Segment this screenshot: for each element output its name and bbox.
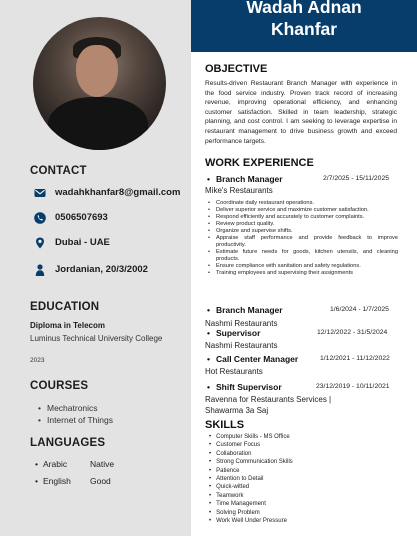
list-item: • Coordinate daily restaurant operations. (208, 200, 398, 207)
list-item: • Respond efficiently and accurately to customer complaints. (208, 214, 398, 221)
list-item: • Review product quality. (208, 221, 398, 228)
skills-list (209, 433, 293, 525)
job-dates: 12/12/2022 - 31/5/2024 (317, 329, 388, 336)
language-name: Arabic (42, 459, 68, 469)
education-degree: Diploma in Telecom (30, 321, 105, 330)
job-dates: 23/12/2019 - 10/11/2021 (316, 383, 390, 390)
list-item: • Quick-witted (209, 483, 293, 491)
skills-heading: SKILLS (205, 419, 245, 431)
list-item: • Customer Focus (209, 441, 293, 449)
name-line-1: Wadah Adnan (246, 0, 362, 17)
personal-text: Jordanian, 20/3/2002 (55, 264, 148, 275)
education-year: 2023 (30, 357, 45, 364)
list-item: • Training employees and supervising their assignments (208, 270, 398, 277)
language-name: English (42, 476, 71, 486)
education-school: Luminus Technical University College (30, 334, 163, 343)
name-line-2: Khanfar (270, 19, 338, 39)
courses-heading: COURSES (30, 380, 89, 392)
contact-email[interactable] (33, 186, 180, 199)
list-item: • Patience (209, 467, 293, 475)
phone-text: 0506507693 (55, 212, 108, 223)
language-row: • Arabic Native (35, 459, 115, 469)
objective-text: Results-driven Restaurant Branch Manager with experience in the food service industry. Proven track record of increasing revenue, improving operational efficiency, and enhancing customer satisfaction. Skilled in team leadership, strategic planning, and cost control. I am seeking to leverage expertise in restaurant management to drive business growth and exceed performance targets. (205, 80, 397, 145)
list-item: • Strong Communication Skills (209, 458, 293, 466)
list-item: • Internet of Things (38, 414, 113, 426)
courses-list (38, 402, 113, 426)
location-text: Dubai - UAE (55, 237, 110, 248)
job-title: • Branch Manager (207, 174, 283, 184)
objective-heading: OBJECTIVE (205, 63, 268, 75)
list-item: • Time Management (209, 500, 293, 508)
list-item: • Work Well Under Pressure (209, 517, 293, 525)
job-title: • Supervisor (207, 328, 260, 338)
language-level: Native (89, 459, 115, 469)
email-text: wadahkhanfar8@gmail.com (55, 187, 181, 198)
name-header (191, 0, 417, 52)
education-heading: EDUCATION (30, 301, 100, 313)
list-item: • Organize and supervise shifts. (208, 228, 398, 235)
job-company-line-2: Shawarma 3a Saj (205, 406, 269, 415)
duties-list (208, 200, 398, 277)
job-company: Ravenna for Restaurants Services | (205, 395, 332, 404)
job-company: Mike's Restaurants (205, 186, 273, 195)
phone-icon (33, 211, 46, 224)
experience-heading: WORK EXPERIENCE (205, 157, 314, 169)
job-company: Hot Restaurants (205, 367, 263, 376)
list-item: • Mechatronics (38, 402, 113, 414)
list-item: • Collaboration (209, 450, 293, 458)
languages-heading: LANGUAGES (30, 437, 106, 449)
job-dates: 2/7/2025 - 15/11/2025 (323, 175, 390, 182)
list-item: • Solving Problem (209, 509, 293, 517)
job-dates: 1/12/2021 - 11/12/2022 (320, 355, 390, 362)
job-title: • Branch Manager (207, 305, 283, 315)
job-title: • Call Center Manager (207, 354, 298, 364)
contact-heading: CONTACT (30, 165, 87, 177)
list-item: • Appraise staff performance and provide feedback to improve productivity. (208, 235, 398, 249)
location-pin-icon (33, 236, 46, 249)
list-item: • Ensure compliance with sanitation and safety regulations. (208, 263, 398, 270)
list-item: • Teamwork (209, 492, 293, 500)
list-item: • Attention to Detail (209, 475, 293, 483)
job-dates: 1/6/2024 - 1/7/2025 (330, 306, 389, 313)
contact-phone[interactable] (33, 211, 108, 224)
job-company: Nashmi Restaurants (205, 341, 278, 350)
list-item: • Computer Skills - MS Office (209, 433, 293, 441)
profile-photo (33, 17, 166, 150)
envelope-icon (33, 186, 46, 199)
contact-personal (33, 263, 148, 276)
list-item: • Deliver superior service and maximize customer satisfaction. (208, 207, 398, 214)
contact-location (33, 236, 110, 249)
sidebar (0, 0, 191, 536)
language-row: • English Good (35, 476, 111, 486)
job-title: • Shift Supervisor (207, 382, 282, 392)
language-level: Good (89, 476, 111, 486)
job-company: Nashmi Restaurants (205, 319, 278, 328)
person-icon (33, 263, 46, 276)
list-item: • Estimate future needs for goods, kitchen utensils, and cleaning products. (208, 249, 398, 263)
